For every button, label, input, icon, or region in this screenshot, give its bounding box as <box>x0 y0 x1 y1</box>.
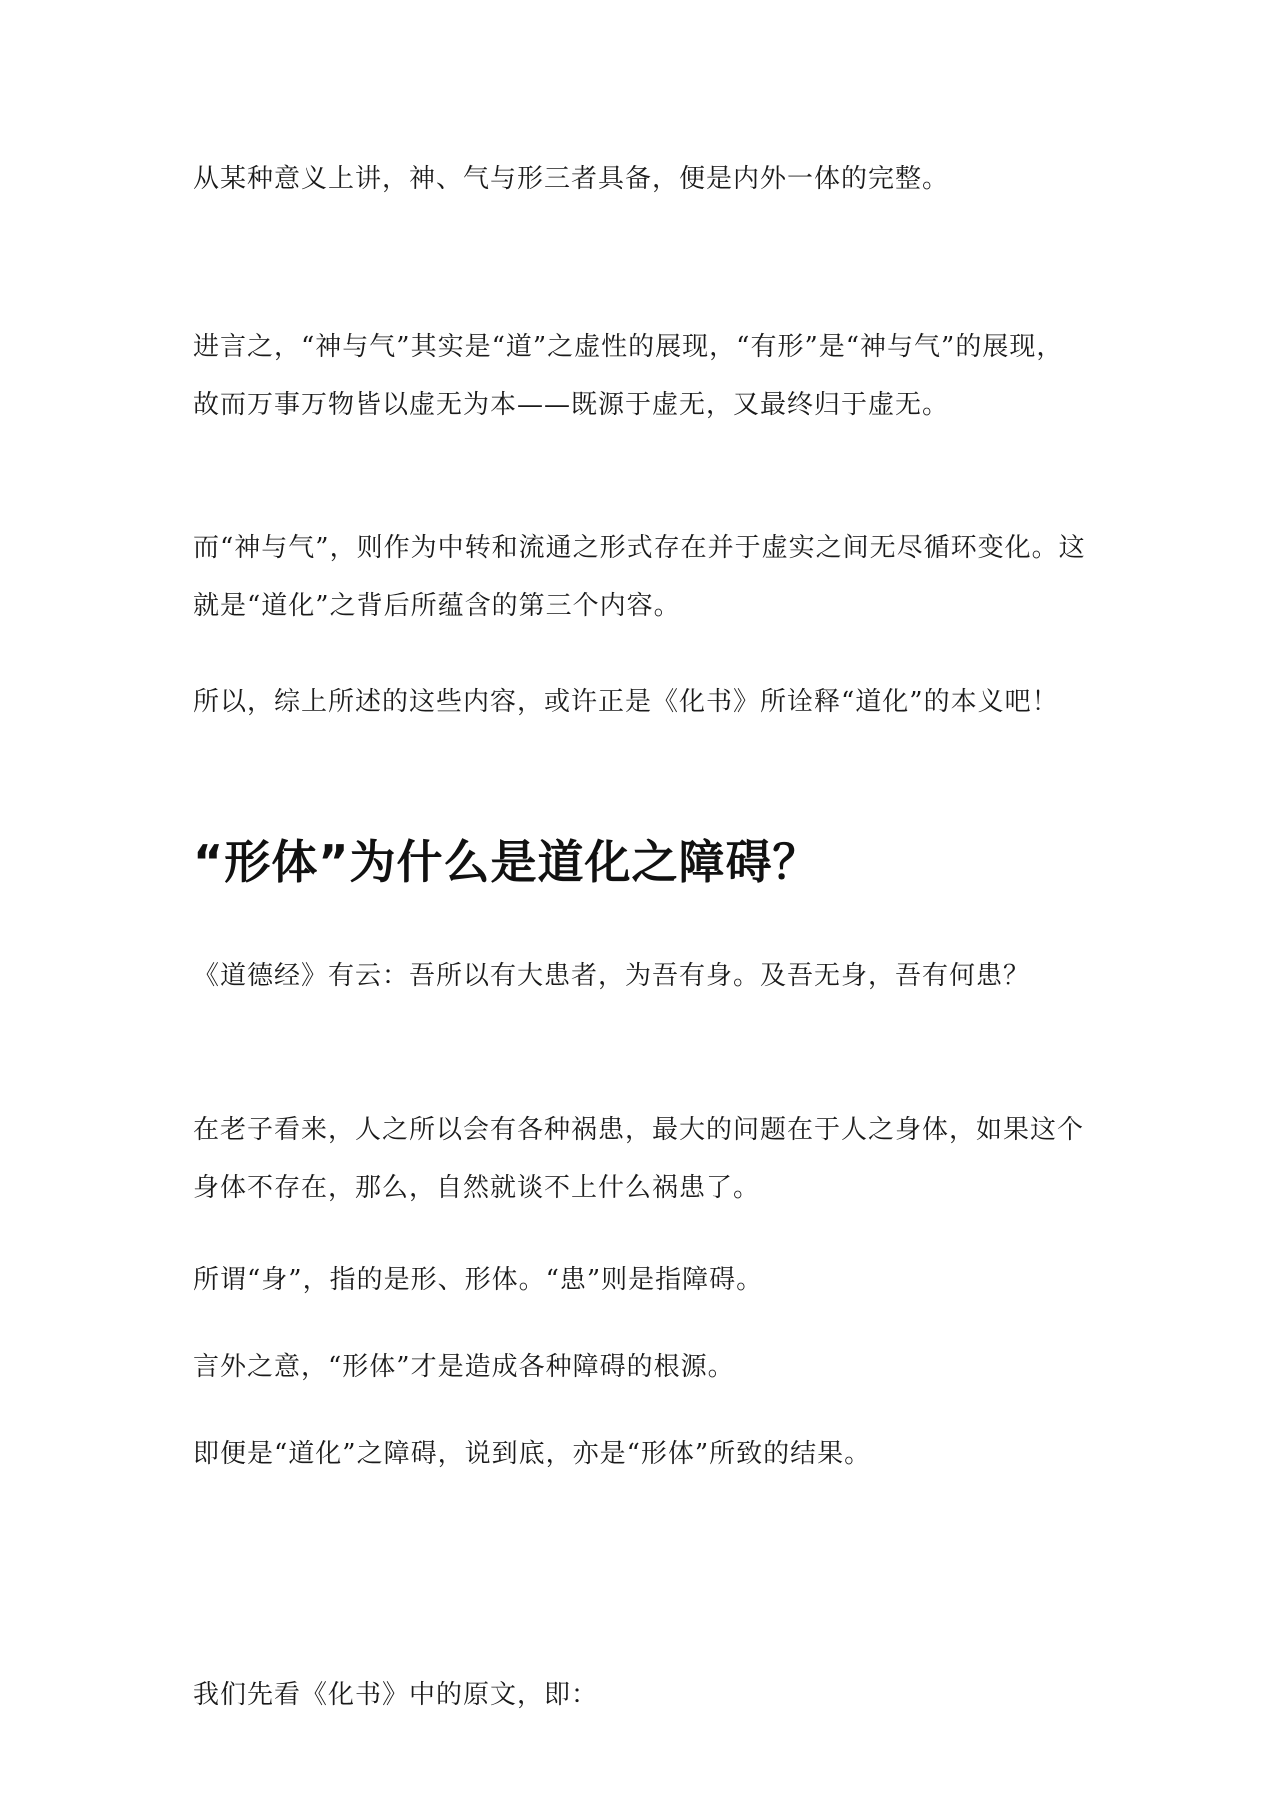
section-heading: “形体”为什么是道化之障碍？ <box>193 835 820 889</box>
paragraph-circulation: 而“神与气”，则作为中转和流通之形式存在并于虚实之间无尽循环变化。这就是“道化”之背后所蕴含的第三个内容。 <box>193 533 1086 621</box>
paragraph-emptiness: 进言之，“神与气”其实是“道”之虚性的展现，“有形”是“神与气”的展现，故而万事万物皆以虚无为本——既源于虚无，又最终归于虚无。 <box>193 332 1064 420</box>
paragraph-original-text-intro: 我们先看《化书》中的原文，即： <box>193 1680 599 1710</box>
paragraph-completeness: 从某种意义上讲，神、气与形三者具备，便是内外一体的完整。 <box>193 164 950 194</box>
paragraph-daohua-obstacle: 即便是“道化”之障碍，说到底，亦是“形体”所致的结果。 <box>193 1439 872 1469</box>
paragraph-laozi-view: 在老子看来，人之所以会有各种祸患，最大的问题在于人之身体，如果这个身体不存在，那么，自然就谈不上什么祸患了。 <box>193 1115 1085 1203</box>
paragraph-conclusion: 所以，综上所述的这些内容，或许正是《化书》所诠释“道化”的本义吧！ <box>193 687 1059 717</box>
paragraph-daodejing-quote: 《道德经》有云：吾所以有大患者，为吾有身。及吾无身，吾有何患？ <box>193 961 1031 991</box>
paragraph-root-cause: 言外之意，“形体”才是造成各种障碍的根源。 <box>193 1352 735 1382</box>
paragraph-definition: 所谓“身”，指的是形、形体。“患”则是指障碍。 <box>193 1265 764 1295</box>
